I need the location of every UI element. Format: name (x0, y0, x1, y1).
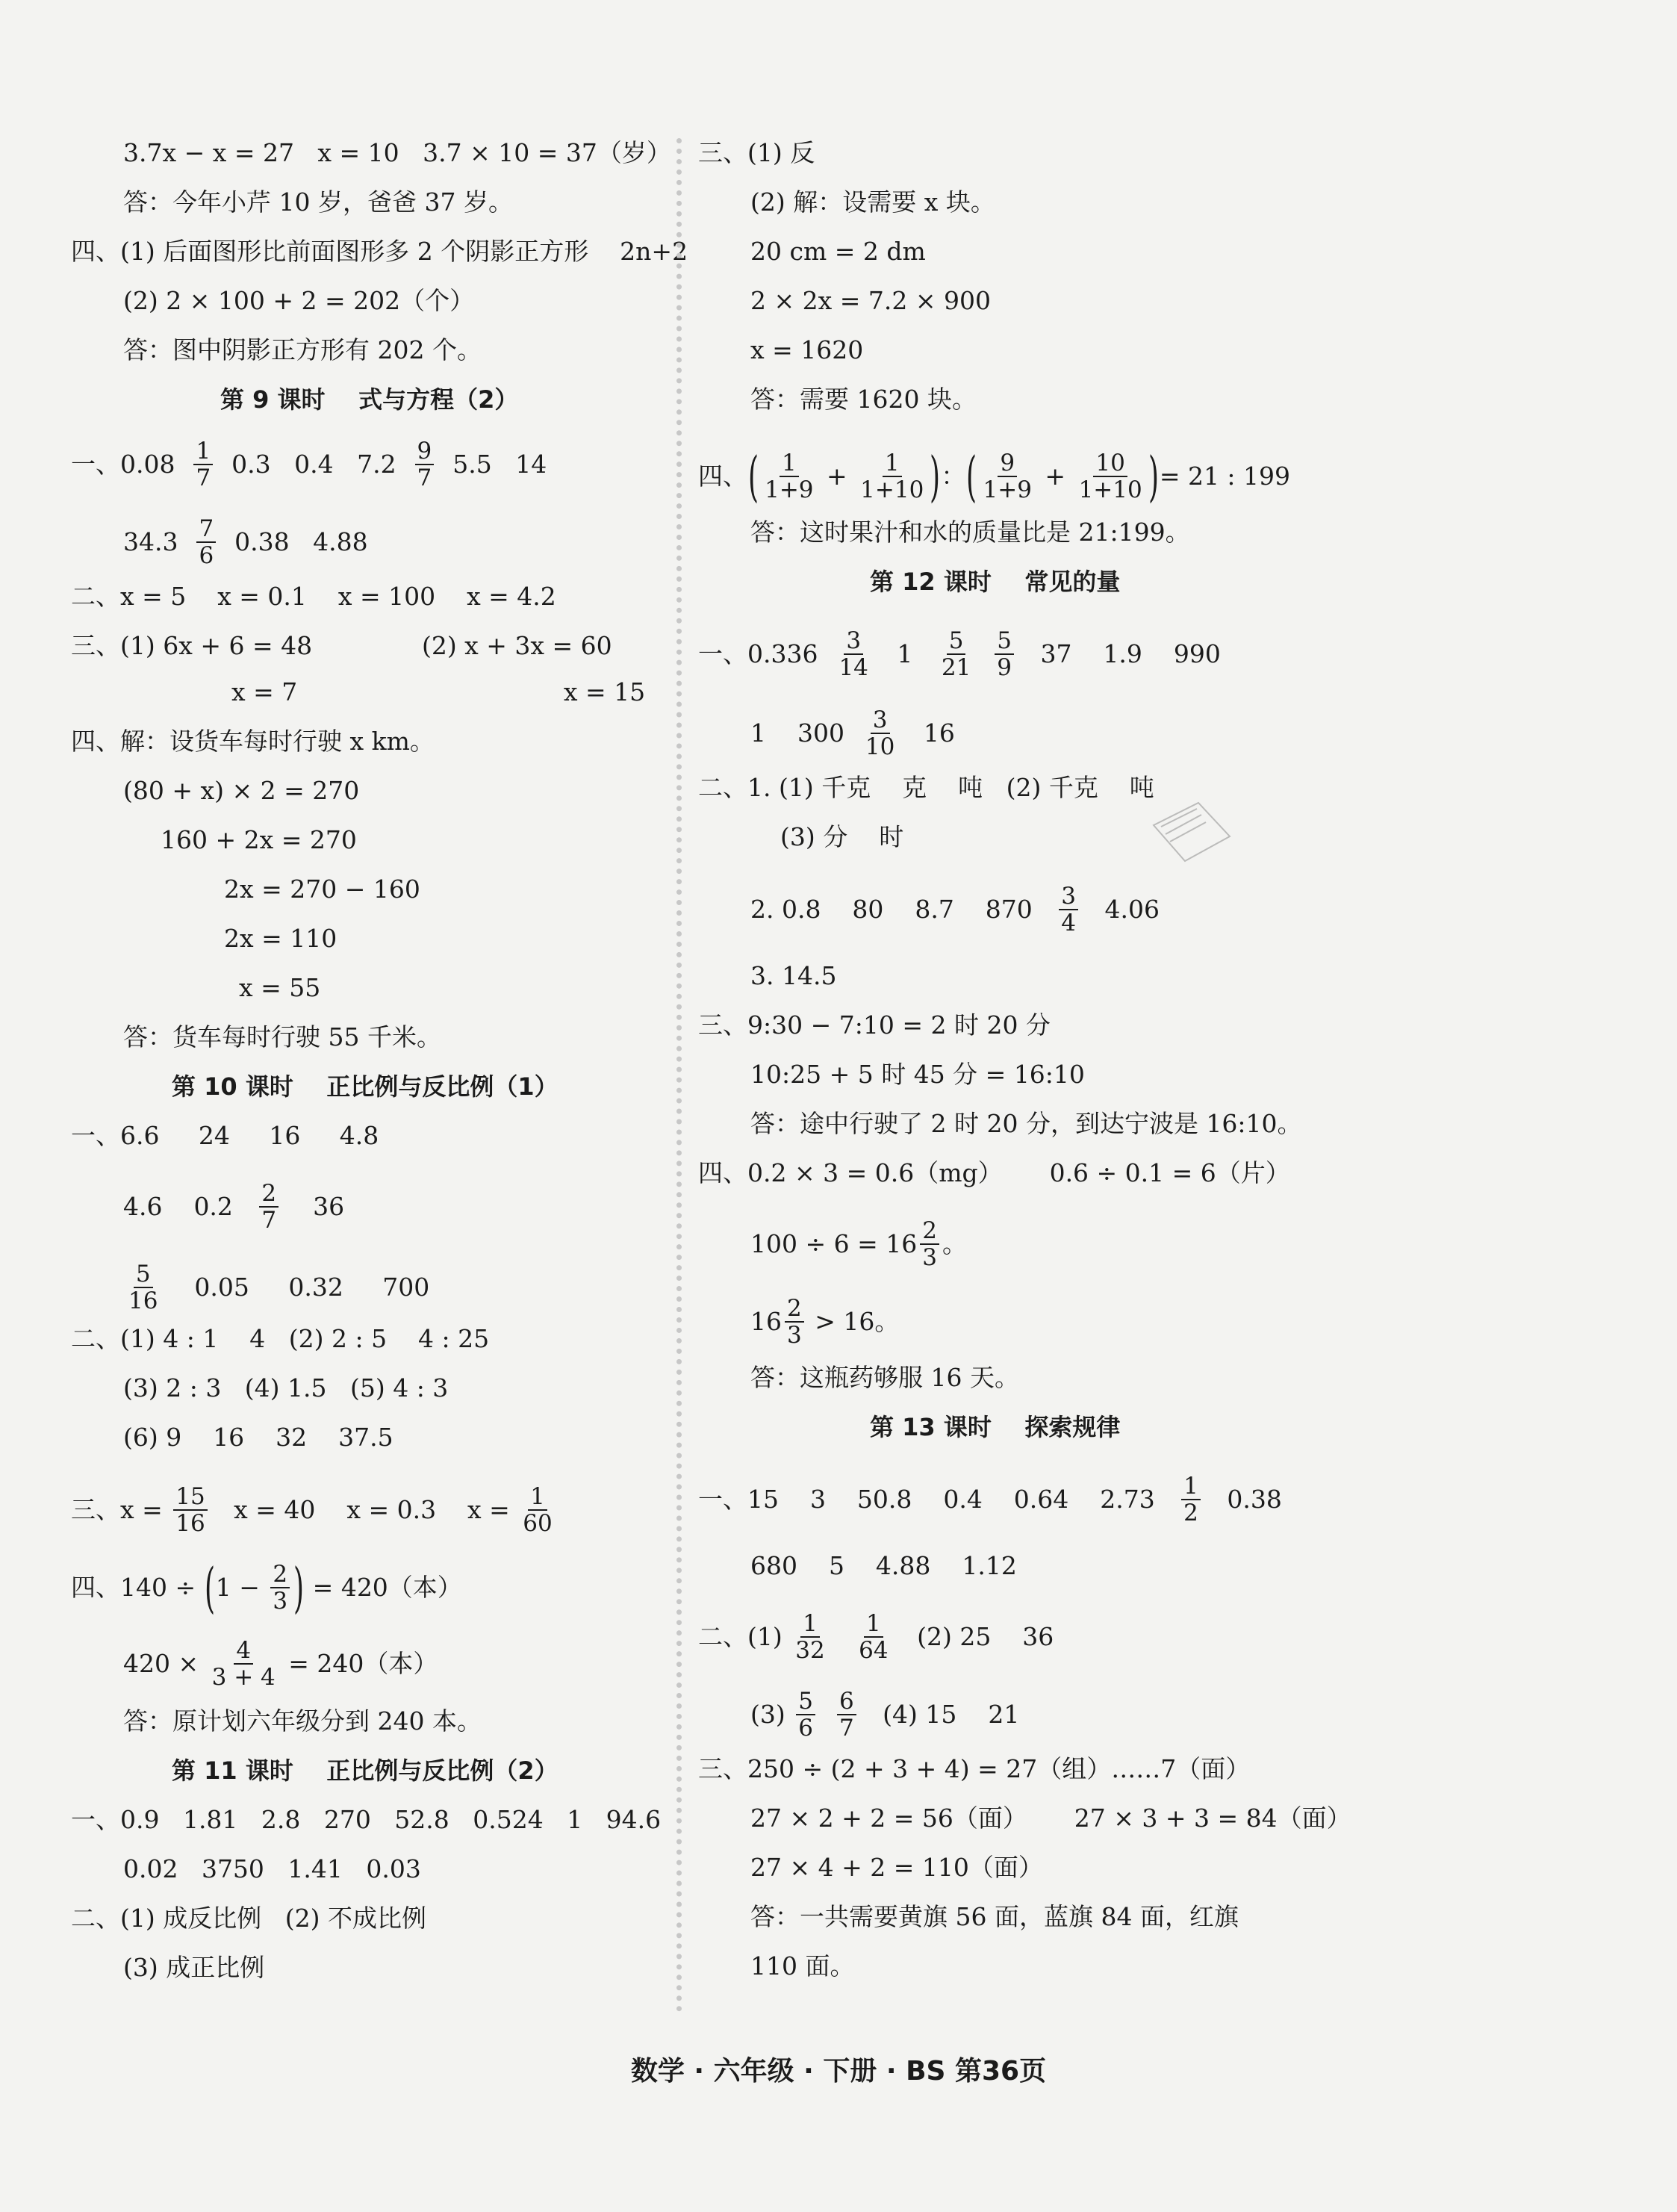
text-run: 第 10 课时 正比例与反比例（1） (172, 1072, 559, 1101)
answer-line (750, 883, 1160, 936)
text-run: (4) 15 21 (859, 1700, 1020, 1729)
answer-line (750, 1060, 1085, 1090)
answer-line (71, 631, 612, 661)
text-run: 三、250 ÷ (2 + 3 + 4) = 27（组）……7（面） (698, 1754, 1251, 1783)
answer-line (750, 335, 863, 365)
text-run: 160 + 2x = 270 (161, 825, 357, 854)
text-run: 20 cm = 2 dm (750, 237, 926, 266)
text-run: 二、(1) 成反比例 (2) 不成比例 (71, 1904, 426, 1933)
text-run: 二、x = 5 x = 0.1 x = 100 x = 4.2 (71, 582, 556, 611)
text-run: 一、15 3 50.8 0.4 0.64 2.73 (698, 1485, 1179, 1514)
text-run: = 420（本） (305, 1573, 462, 1602)
answer-line (71, 1904, 426, 1933)
answer-line (71, 237, 688, 267)
fraction-numerator: 5 (995, 628, 1014, 655)
answer-line (224, 924, 337, 954)
text-run: 答：途中行驶了 2 时 20 分，到达宁波是 16:10。 (750, 1109, 1302, 1138)
fraction-denominator: 3 (787, 1322, 802, 1349)
text-run: 5.5 14 (437, 450, 547, 479)
text-run: 680 5 4.88 1.12 (750, 1551, 1017, 1580)
answer-line (71, 727, 435, 757)
fraction (259, 1181, 279, 1233)
answer-line (123, 1423, 393, 1453)
answer-line (698, 1010, 1051, 1040)
answer-line (698, 445, 1291, 508)
text-run: 答：货车每时行驶 55 千米。 (123, 1022, 441, 1051)
fraction-denominator: 3 + 4 (211, 1664, 276, 1691)
fraction (785, 1296, 804, 1348)
bracket: ) (1148, 445, 1159, 508)
fraction-denominator: 3 (922, 1244, 937, 1271)
text-run: x = 1620 (750, 335, 864, 364)
fraction (981, 450, 1034, 503)
answer-line (698, 628, 1221, 680)
text-run: = 240（本） (280, 1649, 438, 1678)
fraction (196, 516, 216, 568)
answer-line (750, 1218, 967, 1270)
text-run: (3) 分 时 (780, 822, 904, 851)
fraction (1077, 450, 1145, 503)
text-run: (2) 解：设需要 x 块。 (750, 187, 995, 217)
text-run (976, 639, 992, 669)
fraction (126, 1261, 160, 1314)
fraction-denominator: 7 (261, 1207, 277, 1234)
fraction-numerator: 5 (796, 1688, 815, 1715)
fraction-denominator: 14 (838, 654, 868, 681)
text-run: 一、6.6 24 16 4.8 (71, 1121, 379, 1150)
answer-line (750, 1109, 1302, 1139)
text-run: 四、 (698, 462, 747, 491)
text-run: 16 (750, 1307, 782, 1336)
text-run: (3) 2 : 3 (4) 1.5 (5) 4 : 3 (123, 1373, 449, 1402)
fraction-numerator: 2 (785, 1296, 804, 1323)
answer-line (698, 1754, 1250, 1784)
fraction-numerator: 1 (864, 1611, 883, 1638)
answer-line (161, 825, 357, 855)
fraction-denominator: 1+9 (765, 476, 814, 503)
answer-line (123, 1181, 344, 1233)
fraction (995, 628, 1014, 680)
fraction-denominator: 6 (199, 542, 214, 569)
fraction-denominator: 2 (1183, 1500, 1198, 1526)
text-run (830, 1622, 853, 1652)
text-run: 四、(1) 后面图形比前面图形多 2 个阴影正方形 2n+2 (71, 237, 688, 266)
answer-line (71, 1556, 462, 1619)
text-run: 第 11 课时 正比例与反比例（2） (172, 1756, 559, 1785)
answer-line (750, 1804, 1351, 1833)
text-run: 二、1. (1) 千克 克 吨 (2) 千克 吨 (698, 773, 1154, 802)
text-run: 四、解：设货车每时行驶 x km。 (71, 727, 435, 756)
fraction (793, 1611, 827, 1663)
text-run: 二、(1) 4 : 1 4 (2) 2 : 5 4 : 25 (71, 1324, 490, 1353)
fraction-denominator: 1+10 (1078, 476, 1142, 503)
fraction-numerator: 1 (193, 438, 213, 465)
fraction (939, 628, 973, 680)
text-run: 3.7x − x = 27 x = 10 3.7 × 10 = 37（岁） (123, 138, 671, 167)
fraction (837, 1688, 856, 1741)
answer-line (71, 1121, 379, 1151)
text-run: 三、(1) 6x + 6 = 48 (2) x + 3x = 60 (71, 631, 612, 660)
text-run: 0.02 3750 1.41 0.03 (123, 1854, 421, 1883)
text-run: 一、0.9 1.81 2.8 270 52.8 0.524 1 94.6 (71, 1805, 662, 1834)
answer-line (71, 1805, 661, 1835)
text-run: (80 + x) × 2 = 270 (123, 776, 360, 805)
fraction-denominator: 1+10 (860, 476, 924, 503)
fraction (193, 438, 213, 491)
text-run: 100 ÷ 6 = 16 (750, 1229, 918, 1258)
answer-line (750, 1951, 854, 1981)
answer-line (750, 1363, 1019, 1393)
answer-line (224, 874, 420, 904)
text-run: 三、x = (71, 1495, 171, 1524)
fraction-denominator: 16 (175, 1510, 205, 1537)
text-run: + (818, 462, 856, 491)
text-run: 37 1.9 990 (1017, 639, 1221, 668)
page-footer: 数学 · 六年级 · 下册 · BS 第36页 (630, 2056, 1047, 2087)
text-run: 4.6 0.2 (123, 1192, 257, 1221)
text-run: x = 7 x = 15 (231, 677, 646, 706)
text-run: 2. 0.8 80 8.7 870 (750, 895, 1057, 924)
fraction-numerator: 2 (270, 1562, 290, 1588)
answer-line (123, 516, 368, 568)
fraction (920, 1218, 939, 1270)
text-run: ： (941, 462, 966, 491)
fraction-denominator: 1+9 (983, 476, 1032, 503)
fraction (520, 1484, 554, 1536)
text-run: 答：今年小芹 10 岁，爸爸 37 岁。 (123, 187, 513, 217)
fraction-numerator: 3 (844, 628, 863, 655)
text-run: 三、(1) 反 (698, 138, 815, 167)
bracket: ) (930, 445, 941, 508)
fraction-numerator: 2 (920, 1218, 939, 1245)
fraction-denominator: 7 (417, 465, 432, 491)
text-run: 110 面。 (750, 1951, 855, 1980)
fraction (415, 438, 435, 491)
fraction-denominator: 16 (128, 1287, 158, 1314)
text-run: 0.38 (1203, 1485, 1282, 1514)
answer-line (780, 822, 903, 852)
section-heading (870, 1412, 1120, 1442)
fraction (173, 1484, 207, 1536)
text-run: 答：一共需要黄旗 56 面，蓝旗 84 面，红旗 (750, 1902, 1239, 1931)
text-run: 2x = 110 (224, 924, 337, 953)
fraction-denominator: 60 (523, 1510, 553, 1537)
fraction (210, 1638, 278, 1690)
bracket: ) (293, 1556, 305, 1619)
answer-line (71, 582, 556, 612)
text-run: 16 (900, 718, 955, 748)
answer-line (750, 385, 977, 414)
answer-line (698, 1158, 1290, 1188)
bracket: ( (204, 1556, 215, 1619)
text-run: > 16。 (806, 1307, 900, 1336)
text-run: 答：这时果汁和水的质量比是 21:199。 (750, 518, 1190, 547)
text-run: 0.38 4.88 (219, 527, 368, 556)
text-run: + (1036, 462, 1074, 491)
fraction (1181, 1473, 1201, 1526)
answer-line (750, 237, 926, 267)
fraction-numerator: 4 (234, 1638, 253, 1665)
fraction-denominator: 3 (273, 1588, 288, 1615)
fraction-numerator: 10 (1093, 450, 1127, 477)
fraction-denominator: 10 (865, 733, 895, 760)
answer-line (123, 335, 482, 365)
answer-line (71, 438, 547, 491)
answer-line (123, 286, 474, 316)
answer-line (750, 1296, 899, 1348)
answer-line (750, 286, 991, 316)
text-run: 34.3 (123, 527, 194, 556)
text-run: 第 12 课时 常见的量 (870, 568, 1121, 596)
answer-line (698, 1473, 1282, 1526)
answer-line (123, 138, 671, 168)
text-run: x = 55 (239, 973, 321, 1002)
answer-line (71, 1484, 558, 1536)
fraction (856, 1611, 890, 1663)
fraction-numerator: 1 (780, 450, 799, 477)
text-run: 四、140 ÷ (71, 1573, 204, 1602)
text-run: 27 × 2 + 2 = 56（面） 27 × 3 + 3 = 84（面） (750, 1804, 1351, 1833)
text-run: 一、0.08 (71, 450, 191, 479)
text-run: 2x = 270 − 160 (224, 874, 420, 904)
answer-line (750, 961, 836, 991)
bracket: ( (966, 445, 977, 508)
text-run: 36 (281, 1192, 345, 1221)
fraction-numerator: 9 (998, 450, 1017, 477)
answer-line (123, 1706, 482, 1736)
column-divider (676, 138, 682, 2013)
text-run: 2 × 2x = 7.2 × 900 (750, 286, 991, 315)
fraction-denominator: 9 (997, 654, 1012, 681)
text-run: 答：需要 1620 块。 (750, 385, 977, 414)
fraction (796, 1688, 815, 1741)
answer-line (123, 1953, 264, 1983)
fraction-numerator: 1 (883, 450, 902, 477)
answer-line (750, 1688, 1019, 1741)
section-heading (220, 385, 518, 414)
fraction (762, 450, 815, 503)
fraction-denominator: 7 (196, 465, 211, 491)
answer-line (123, 1258, 429, 1314)
text-run: = 21 : 199 (1159, 462, 1291, 491)
text-run: 1 (873, 639, 936, 668)
section-heading (172, 1756, 559, 1786)
section-heading (172, 1072, 559, 1102)
fraction-denominator: 64 (859, 1637, 889, 1664)
text-run: (3) 成正比例 (123, 1953, 265, 1982)
fraction-numerator: 2 (259, 1181, 279, 1208)
answer-line (698, 773, 1154, 803)
text-run: 0.3 0.4 7.2 (216, 450, 412, 479)
answer-line (231, 677, 645, 707)
text-run: x = 40 x = 0.3 x = (210, 1495, 518, 1524)
stamp-logo-icon (1146, 795, 1236, 870)
answer-line (750, 1902, 1239, 1932)
bracket: ( (748, 445, 759, 508)
answer-line (123, 1022, 441, 1052)
answer-line (750, 1853, 1043, 1883)
fraction-numerator: 1 (528, 1484, 547, 1511)
text-run: 二、(1) (698, 1622, 791, 1651)
fraction-numerator: 3 (871, 707, 890, 734)
answer-line (123, 1373, 448, 1403)
fraction (270, 1562, 290, 1614)
fraction-numerator: 5 (947, 628, 966, 655)
text-run: 420 × (123, 1649, 207, 1678)
answer-line (750, 518, 1190, 547)
answer-line (71, 1324, 489, 1354)
fraction-denominator: 7 (838, 1715, 854, 1742)
text-run: 。 (942, 1229, 967, 1258)
text-run: 4.06 (1081, 895, 1160, 924)
fraction-numerator: 5 (134, 1261, 153, 1288)
answer-line (698, 1611, 1054, 1663)
text-run: 10:25 + 5 时 45 分 = 16:10 (750, 1060, 1085, 1089)
answer-line (750, 187, 995, 217)
text-run: 一、0.336 (698, 639, 834, 668)
text-run: 3. 14.5 (750, 961, 837, 990)
fraction-numerator: 9 (415, 438, 435, 465)
text-run: (3) (750, 1700, 794, 1729)
text-run: (2) 25 36 (893, 1622, 1054, 1651)
answer-line (123, 1638, 438, 1690)
answer-line (698, 138, 815, 168)
text-run: 三、9:30 − 7:10 = 2 时 20 分 (698, 1010, 1051, 1040)
fraction-numerator: 1 (1181, 1473, 1201, 1500)
fraction-numerator: 15 (173, 1484, 207, 1511)
text-run: 四、0.2 × 3 = 0.6（mg） 0.6 ÷ 0.1 = 6（片） (698, 1158, 1290, 1187)
text-run: 答：原计划六年级分到 240 本。 (123, 1706, 482, 1736)
text-run: (6) 9 16 32 37.5 (123, 1423, 393, 1452)
text-run: 27 × 4 + 2 = 110（面） (750, 1853, 1043, 1882)
text-run: 答：图中阴影正方形有 202 个。 (123, 335, 482, 364)
text-run: 1 300 (750, 718, 860, 748)
fraction-numerator: 6 (837, 1688, 856, 1715)
fraction-denominator: 4 (1061, 910, 1076, 936)
answer-line (123, 187, 513, 217)
text-run: 1 − (215, 1573, 268, 1602)
answer-line (750, 707, 955, 759)
fraction-numerator: 3 (1059, 883, 1078, 910)
fraction-denominator: 21 (941, 654, 971, 681)
fraction (1059, 883, 1078, 936)
fraction-denominator: 6 (798, 1715, 813, 1742)
text-run (818, 1700, 834, 1730)
fraction-numerator: 1 (800, 1611, 820, 1638)
answer-line (123, 776, 359, 806)
fraction (858, 450, 926, 503)
answer-line (750, 1551, 1017, 1581)
fraction (863, 707, 897, 759)
text-run: 第 13 课时 探索规律 (870, 1413, 1121, 1441)
text-run: 0.05 0.32 700 (163, 1273, 430, 1302)
fraction-numerator: 7 (196, 516, 216, 543)
answer-line (123, 1854, 421, 1884)
fraction (836, 628, 870, 680)
text-run: 第 9 课时 式与方程（2） (220, 385, 519, 414)
text-run: (2) 2 × 100 + 2 = 202（个） (123, 286, 475, 315)
section-heading (870, 567, 1120, 597)
text-run: 答：这瓶药够服 16 天。 (750, 1363, 1019, 1392)
answer-line (239, 973, 320, 1003)
fraction-denominator: 32 (795, 1637, 825, 1664)
